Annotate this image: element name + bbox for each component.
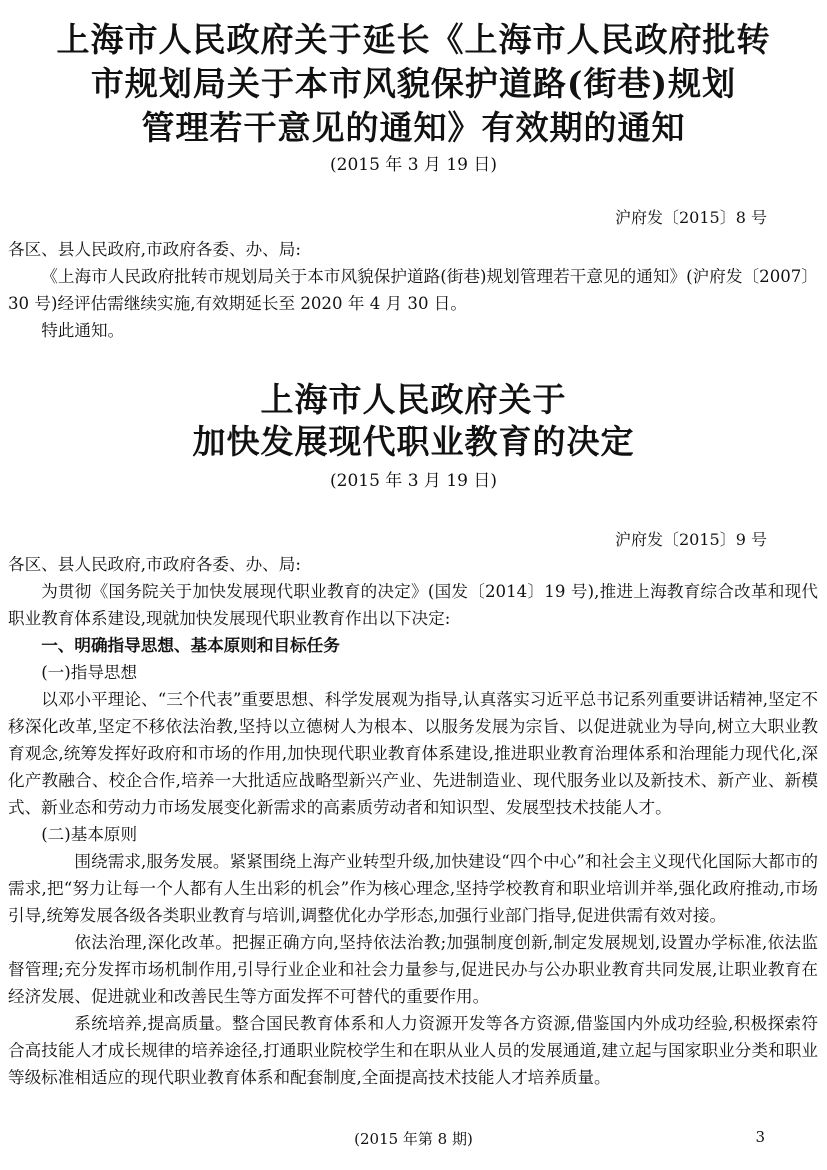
doc1-title-line: 管理若干意见的通知》有效期的通知 — [141, 108, 686, 147]
doc2-intro: 为贯彻《国务院关于加快发展现代职业教育的决定》(国发〔2014〕19 号),推进上海教育综合改革和现代职业教育体系建设,现就加快发展现代职业教育作出以下决定: — [8, 582, 818, 628]
doc1-body — [8, 236, 818, 344]
subsection-heading: (一)指导思想 — [41, 663, 138, 682]
issue-footer: (2015 年第 8 期) — [354, 1130, 473, 1148]
doc2-date: (2015 年 3 月 19 日) — [330, 471, 497, 491]
doc1-salutation: 各区、县人民政府,市政府各委、办、局: — [8, 240, 301, 259]
doc1-date: (2015 年 3 月 19 日) — [330, 155, 497, 175]
page-number: 3 — [755, 1128, 765, 1146]
doc1-number: 沪府发〔2015〕8 号 — [615, 208, 767, 227]
doc2-title-line: 上海市人民政府关于 — [260, 380, 567, 419]
principle-paragraph: 系统培养,提高质量。整合国民教育体系和人力资源开发等各方资源,借鉴国内外成功经验,积极探索符合高技能人才成长规律的培养途径,打通职业院校学生和在职从业人员的发展通道,建立起与国家职业分类和职业等级标准相适应的现代职业教育体系和配套制度,全面提高技术技能人才培养质量。 — [8, 1014, 818, 1087]
guiding-ideology-paragraph: 以邓小平理论、“三个代表”重要思想、科学发展观为指导,认真落实习近平总书记系列重要讲话精神,坚定不移深化改革,坚定不移依法治教,坚持以立德树人为根本、以服务发展为宗旨、以促进就业为导向,树立大职业教育观念,统筹发挥好政府和市场的作用,加快现代职业教育体系建设,推进职业教育治理体系和治理能力现代化,深化产教融合、校企合作,培养一大批适应战略型新兴产业、先进制造业、现代服务业以及新技术、新产业、新模式、新业态和劳动力市场发展变化新需求的高素质劳动者和知识型、发展型技术技能人才。 — [8, 690, 818, 817]
doc2-body — [8, 551, 818, 1091]
principle-paragraph: 围绕需求,服务发展。紧紧围绕上海产业转型升级,加快建设“四个中心”和社会主义现代化国际大都市的需求,把“努力让每一个人都有人生出彩的机会”作为核心理念,坚持学校教育和职业培训并举,强化政府推动,市场引导,统筹发展各级各类职业教育与培训,调整优化办学形态,加强行业部门指导,促进供需有效对接。 — [8, 852, 818, 925]
doc2-number: 沪府发〔2015〕9 号 — [615, 530, 767, 549]
doc1-closing: 特此通知。 — [41, 321, 125, 340]
doc1-title-line: 上海市人民政府关于延长《上海市人民政府批转 — [56, 20, 771, 59]
doc2-title-line: 加快发展现代职业教育的决定 — [192, 422, 635, 461]
subsection-heading: (二)基本原则 — [41, 825, 138, 844]
section-heading: 一、明确指导思想、基本原则和目标任务 — [41, 635, 340, 655]
doc2-salutation: 各区、县人民政府,市政府各委、办、局: — [8, 555, 301, 574]
principle-paragraph: 依法治理,深化改革。把握正确方向,坚持依法治教;加强制度创新,制定发展规划,设置办学标准,依法监督管理;充分发挥市场机制作用,引导行业企业和社会力量参与,促进民办与公办职业教育共同发展,让职业教育在经济发展、促进就业和改善民生等方面发挥不可替代的重要作用。 — [8, 933, 818, 1006]
doc1-title-line: 市规划局关于本市风貌保护道路(街巷)规划 — [90, 64, 737, 103]
doc1-paragraph: 《上海市人民政府批转市规划局关于本市风貌保护道路(街巷)规划管理若干意见的通知》(沪府发〔2007〕30 号)经评估需继续实施,有效期延长至 2020 年 4 月 30 日。 — [8, 267, 818, 313]
